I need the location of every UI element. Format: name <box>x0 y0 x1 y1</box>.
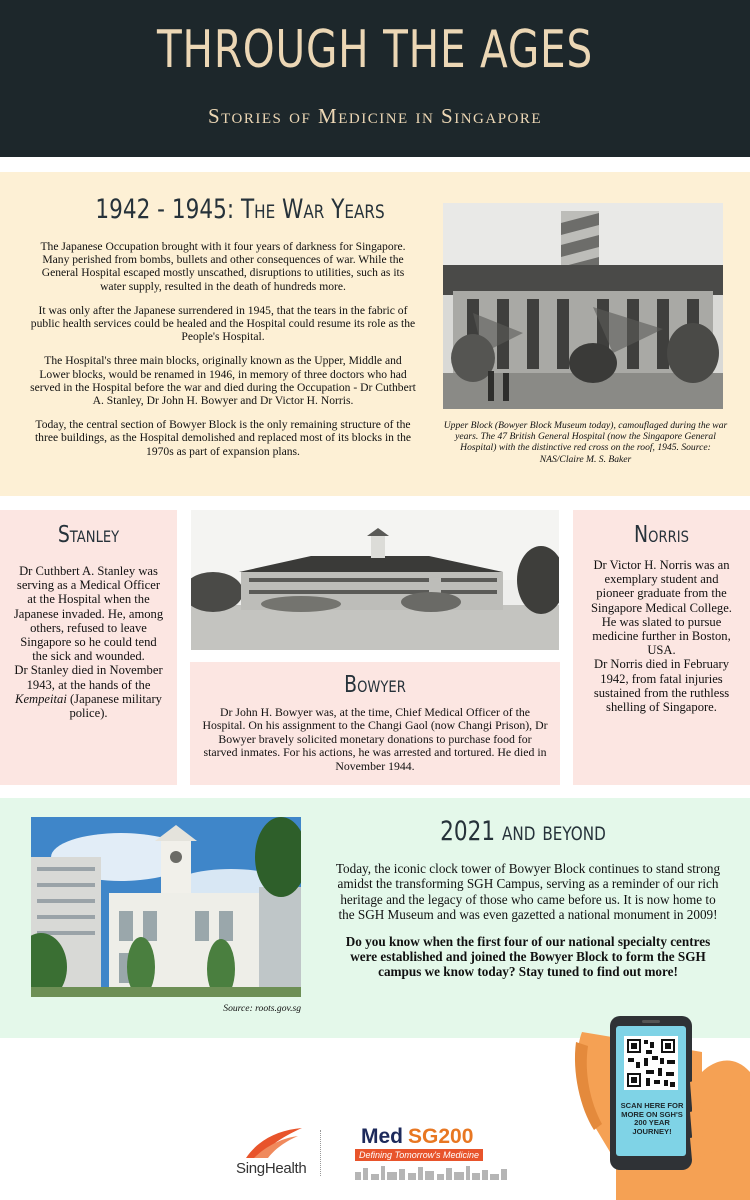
beyond-photo-source: Source: roots.gov.sg <box>223 1003 301 1014</box>
norris-panel <box>573 510 750 785</box>
page-header <box>0 0 750 157</box>
bowyer-heading: Bowyer <box>344 672 406 698</box>
hospital-building-photo <box>191 510 559 650</box>
beyond-question-text: Do you know when the first four of our national specialty centres were established and joined the Bowyer Block to form the SGH campus we know today? Stay tuned to find out more! <box>345 933 711 980</box>
beyond-paragraph: Today, the iconic clock tower of Bowyer Block continues to stand strong amidst the transforming SGH Campus, serving as a reminder of our rich heritage and the legacy of those who came before us. It is now home to the SGH Museum and was even gazetted a national monument in 2009! <box>335 861 721 923</box>
beyond-body <box>333 861 723 991</box>
medsg-med-text: Med <box>361 1125 403 1148</box>
stanley-panel <box>0 510 177 785</box>
stanley-body-part: Dr Cuthbert A. Stanley was serving as a Medical Officer at the Hospital when the Japanese invaded. He, among others, refused to leave Singapore so he could tend the sick and wounded. <box>13 564 164 664</box>
stanley-body-part: (Japanese military police). <box>69 691 162 721</box>
singhealth-logo <box>236 1126 320 1180</box>
norris-heading: Norris <box>634 522 689 548</box>
war-years-paragraph: The Hospital's three main blocks, originally known as the Upper, Middle and Lower blocks, would be renamed in 1946, in memory of three doctors who had served in the Hospital before the war and died during the Occupation - Dr Cuthbert A. Stanley, Dr John H. Bowyer and Dr Victor H. Norris. <box>30 354 416 408</box>
qr-call-to-action: SCAN HERE FOR MORE ON SGH'S 200 YEAR JOURNEY! <box>620 1101 684 1136</box>
qr-phone-graphic <box>572 1012 750 1200</box>
bowyer-panel <box>190 662 560 785</box>
medsg-sg-text: SG200 <box>408 1125 474 1148</box>
war-years-paragraph: The Japanese Occupation brought with it four years of darkness for Singapore. Many perished from bombs, bullets and other consequences of war. While the General Hospital escaped mostly unscathed, disruptions to utilities, such as its water supply, resulted in the death of hundreds more. <box>40 240 406 293</box>
singhealth-swoosh-icon <box>244 1126 304 1160</box>
bowyer-body: Dr John H. Bowyer was, at the time, Chief Medical Officer of the Hospital. On his assignment to the Changi Gaol (now Changi Prison), Dr Bowyer bravely solicited monetary donations to purchase food for starved inmates. For his actions, he was arrested and tortured. He died in November 1944. <box>202 705 548 773</box>
war-years-section <box>0 172 750 496</box>
war-years-photo-caption: Upper Block (Bowyer Block Museum today), camouflaged during the war years. The 47 British General Hospital (now the Singapore General Hospital) with the distinctive red cross on the roof, 1945. Source: NAS/Claire M. S. Baker <box>443 420 728 465</box>
medsg-tagline: Defining Tomorrow's Medicine <box>355 1149 483 1161</box>
medsg200-logo <box>353 1122 518 1182</box>
stanley-body <box>12 564 165 720</box>
stanley-body-part: Dr Stanley died in November 1943, at the hands of the <box>14 663 163 692</box>
logo-divider <box>320 1130 321 1176</box>
war-years-paragraph: Today, the central section of Bowyer Block is the only remaining structure of the three buildings, as the Hospital demolished and replaced most of its blocks in the 1970s as part of expansion plans. <box>34 418 412 458</box>
stanley-heading: Stanley <box>57 522 120 548</box>
beyond-question <box>333 934 723 980</box>
war-years-paragraph: It was only after the Japanese surrendered in 1945, that the tears in the fabric of public health services could be healed and the Hospital could resume its role as the People's Hospital. <box>30 303 416 344</box>
norris-body <box>585 558 738 714</box>
page-subtitle: Stories of Medicine in Singapore <box>207 104 543 128</box>
singhealth-name: SingHealth <box>236 1160 307 1177</box>
beyond-section <box>0 798 750 1038</box>
war-years-body <box>28 240 418 469</box>
war-years-heading: 1942 - 1945: The War Years <box>95 194 385 225</box>
skyline-icon <box>353 1164 513 1180</box>
kempeitai-term: Kempeitai <box>15 691 67 706</box>
bowyer-block-today-photo <box>31 817 301 997</box>
page-title: THROUGH THE AGES <box>156 20 593 80</box>
camouflaged-hospital-photo <box>443 203 723 409</box>
norris-body-part: Dr Victor H. Norris was an exemplary student and pioneer graduate from the Singapore Medical College. He was slated to pursue medicine further in Boston, USA. <box>591 558 732 658</box>
norris-body-part: Dr Norris died in February 1942, from fatal injuries sustained from the ruthless shelling of Singapore. <box>593 657 730 715</box>
beyond-heading: 2021 and beyond <box>440 816 606 847</box>
